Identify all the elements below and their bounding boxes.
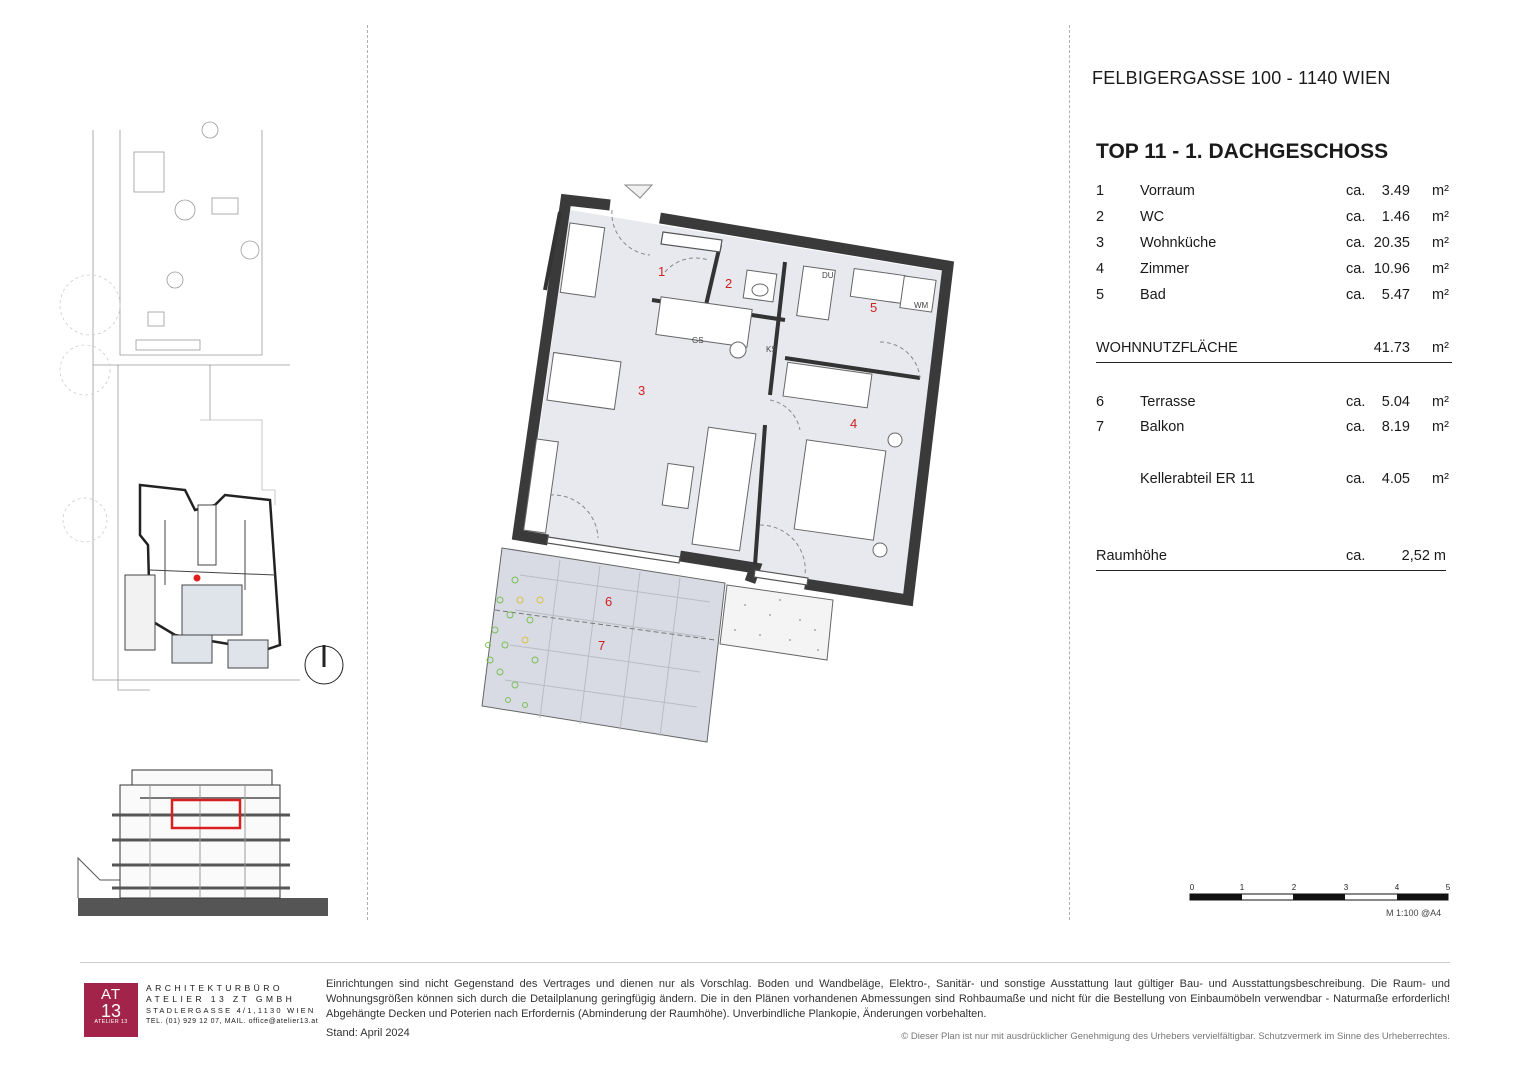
approx-label: ca. — [1346, 261, 1366, 277]
disclaimer-text: Einrichtungen sind nicht Gegenstand des Vertrages und dienen nur als Vorschlag. Boden und Wandbeläge, Elektro-, Sanitär- und sonstige Ausstattung laut gültiger Bau- und Ausstattungsbeschreibung. Die Raum- und Wohnungsgrößen können sich durch die Detailplanung geringfügig ändern. Die in den Plänen vorhandenen Abmessungen sind Rohbaumaße und nicht für die Bestellung von Einbaumöbeln verwendbar - Naturmaße erforderlich! Abgehängte Decken und Poterien nach Erfordernis (Abminderung der Raumhöhe). Unverbindliche Plankopie, Änderungen vorbehalten. — [326, 978, 1450, 1020]
washing-machine-label: WM — [914, 301, 929, 310]
room-number: 7 — [1096, 419, 1105, 435]
area-unit: m² — [1432, 419, 1449, 435]
room-label-5: 5 — [870, 300, 878, 315]
room-area: 10.96 — [1373, 261, 1410, 277]
scale-tick-0: 0 — [1189, 883, 1195, 892]
scale-label: M 1:100 @A4 — [1386, 908, 1442, 918]
area-unit: m² — [1432, 183, 1449, 199]
room-area: 5.47 — [1381, 287, 1410, 303]
cellar-row — [1096, 471, 1452, 493]
balcony-gravel — [720, 585, 833, 660]
scale-bar — [1190, 883, 1451, 900]
room-row — [1096, 287, 1452, 309]
room-label-3: 3 — [638, 383, 646, 398]
room-number: 3 — [1096, 235, 1105, 251]
room-number: 2 — [1096, 209, 1105, 225]
approx-label: ca. — [1346, 287, 1366, 303]
approx-label: ca. — [1346, 419, 1366, 435]
logo-text: AT — [100, 986, 122, 1003]
logo-subtext: ATELIER 13 — [94, 1019, 128, 1025]
copyright-notice: © Dieser Plan ist nur mit ausdrücklicher Genehmigung des Urhebers vervielfältigbar. Schutzvermerk im Sinne des Urheberrechtes. — [901, 1031, 1450, 1042]
room-number: 6 — [1096, 394, 1105, 410]
cellar-name: Kellerabteil ER 11 — [1140, 471, 1255, 487]
room-label-4: 4 — [850, 416, 858, 431]
firm-address: STADLERGASSE 4/1,1130 WIEN — [146, 1006, 316, 1015]
approx-label: ca. — [1346, 235, 1366, 251]
firm-contact: TEL. (01) 929 12 07, MAIL. office@atelier13.at — [146, 1018, 319, 1025]
firm-name: ATELIER 13 ZT GMBH — [146, 994, 296, 1004]
room-height-row — [1096, 548, 1446, 571]
firm-info — [146, 983, 318, 1027]
room-row — [1096, 209, 1452, 231]
atelier13-logo — [84, 983, 138, 1037]
total-area: 41.73 — [1373, 340, 1410, 356]
area-unit: m² — [1432, 261, 1449, 277]
room-name: Bad — [1140, 287, 1166, 303]
floor-plan — [482, 185, 948, 742]
room-number: 1 — [1096, 183, 1105, 199]
approx-label: ca. — [1346, 394, 1366, 410]
room-name: Terrasse — [1140, 394, 1196, 410]
scale-tick-3: 3 — [1343, 883, 1349, 892]
scale-tick-2: 2 — [1291, 883, 1297, 892]
room-area: 5.04 — [1381, 394, 1410, 410]
room-height-label: Raumhöhe — [1096, 548, 1167, 564]
approx-label: ca. — [1346, 209, 1366, 225]
outdoor-row — [1096, 419, 1452, 441]
area-unit: m² — [1432, 235, 1449, 251]
room-row — [1096, 261, 1452, 283]
north-arrow — [305, 645, 343, 684]
area-unit: m² — [1432, 471, 1449, 487]
approx-label: ca. — [1346, 548, 1366, 564]
room-name: Zimmer — [1140, 261, 1190, 277]
project-address: FELBIGERGASSE 100 - 1140 WIEN — [1092, 68, 1391, 88]
room-area: 3.49 — [1381, 183, 1410, 199]
room-label-1: 1 — [658, 264, 666, 279]
room-area: 1.46 — [1381, 209, 1410, 225]
fridge-label: KS — [766, 345, 777, 354]
dishwasher-label: GS — [692, 336, 704, 345]
room-row — [1096, 235, 1452, 257]
room-name: Wohnküche — [1140, 235, 1217, 251]
room-label-2: 2 — [725, 276, 733, 291]
scale-tick-1: 1 — [1239, 883, 1245, 892]
area-unit: m² — [1432, 340, 1449, 356]
area-unit: m² — [1432, 394, 1449, 410]
room-name: WC — [1140, 209, 1165, 225]
room-number: 4 — [1096, 261, 1105, 277]
total-area-row — [1096, 340, 1452, 363]
elevation-thumbnail — [78, 770, 328, 916]
outdoor-row — [1096, 394, 1452, 416]
shower-label: DU — [822, 271, 834, 280]
room-area: 8.19 — [1381, 419, 1410, 435]
room-area: 20.35 — [1373, 235, 1410, 251]
scale-tick-5: 5 — [1445, 883, 1451, 892]
total-label: WOHNNUTZFLÄCHE — [1096, 340, 1238, 356]
room-label-7: 7 — [598, 638, 606, 653]
area-unit: m² — [1432, 209, 1449, 225]
scale-tick-4: 4 — [1394, 883, 1400, 892]
approx-label: ca. — [1346, 471, 1366, 487]
logo-number: 13 — [100, 1001, 122, 1021]
room-label-6: 6 — [605, 594, 613, 609]
approx-label: ca. — [1346, 183, 1366, 199]
room-name: Vorraum — [1140, 183, 1195, 199]
area-unit: m² — [1432, 287, 1449, 303]
room-row — [1096, 183, 1452, 205]
cellar-area: 4.05 — [1381, 471, 1410, 487]
room-number: 5 — [1096, 287, 1105, 303]
room-height-value: 2,52 m — [1401, 548, 1446, 564]
unit-title: TOP 11 - 1. DACHGESCHOSS — [1096, 140, 1389, 163]
firm-type: ARCHITEKTURBÜRO — [146, 983, 283, 993]
site-building — [125, 485, 280, 668]
footer-divider — [80, 962, 1450, 963]
room-name: Balkon — [1140, 419, 1185, 435]
plan-date: Stand: April 2024 — [326, 1027, 410, 1039]
